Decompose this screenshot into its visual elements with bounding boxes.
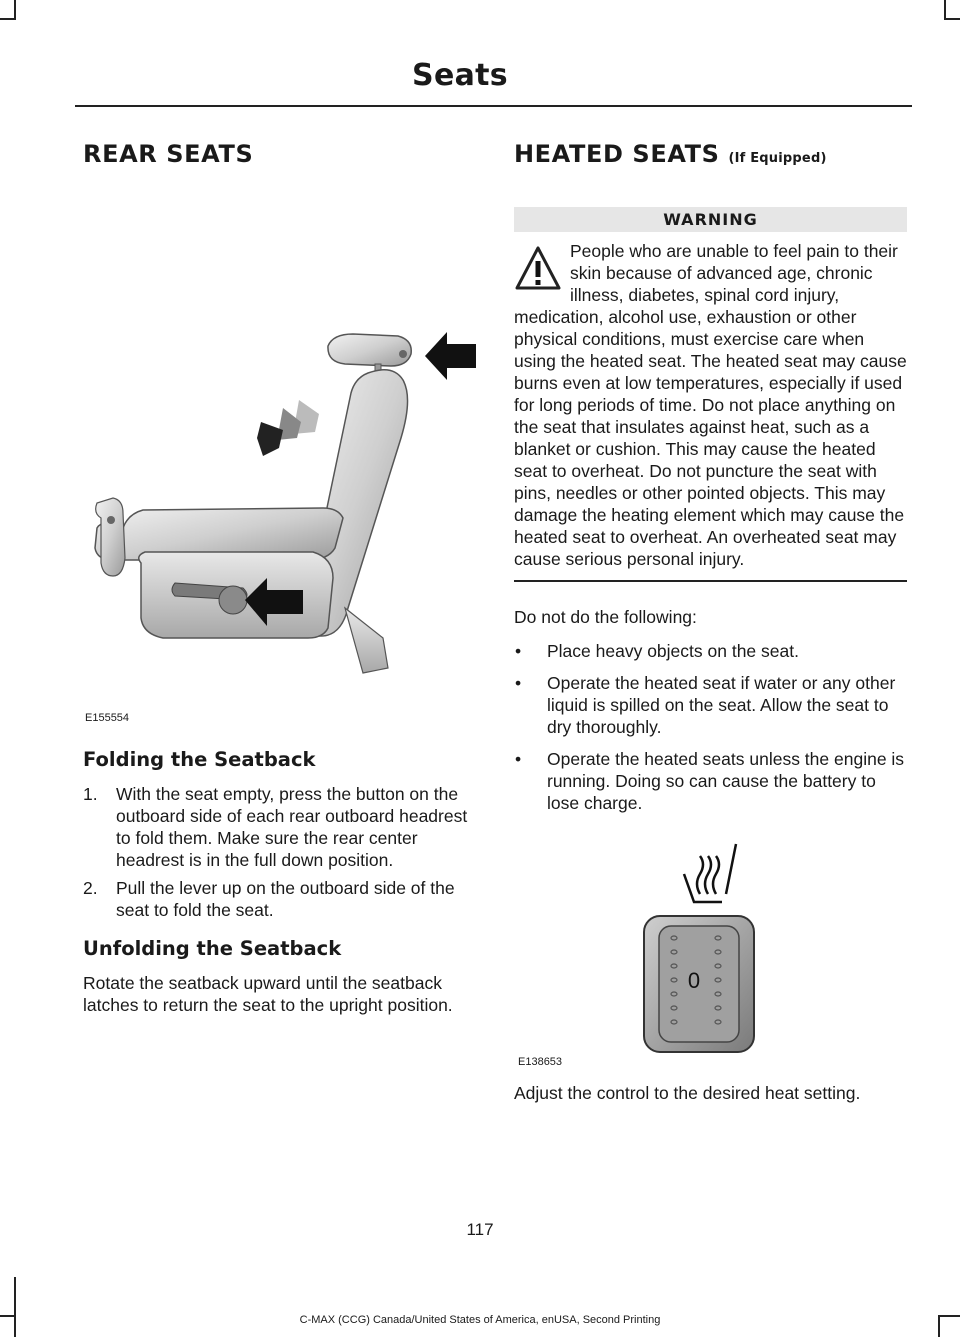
bullet-text: Operate the heated seat if water or any other liquid is spilled on the seat. Allow the seat to dry thoroughly. — [547, 673, 896, 737]
rear-seats-title: REAR SEATS — [83, 140, 254, 168]
bullet-text: Operate the heated seats unless the engine is running. Doing so can cause the battery to lose charge. — [547, 749, 905, 813]
heated-seats-title — [514, 140, 907, 168]
crop-mark — [944, 0, 946, 18]
doc-info: C-MAX (CCG) Canada/United States of America, enUSA, Second Printing — [299, 1314, 661, 1326]
heat-control-illustration — [514, 834, 907, 1064]
bullet: • — [515, 673, 522, 693]
step-text: With the seat empty, press the button on the outboard side of each rear outboard headrest to fold them. Make sure the rear center headrest is in the full down position. — [116, 784, 468, 870]
folding-steps — [83, 783, 476, 921]
bullet: • — [515, 749, 522, 769]
unfolding-text: Rotate the seatback upward until the seatback latches to return the seat to the upright position. — [83, 973, 453, 1015]
step-number: 1. — [83, 784, 98, 804]
left-column — [83, 140, 476, 1016]
warning-box — [514, 240, 907, 582]
crop-mark — [14, 1277, 16, 1337]
right-column — [514, 140, 907, 1104]
warning-triangle-icon — [514, 244, 562, 294]
heated-seats-title-text: HEATED SEATS — [514, 140, 720, 168]
heated-seat-icon — [684, 844, 736, 902]
heat-control-figure — [514, 834, 907, 1068]
intro-text: Do not do the following: — [514, 607, 697, 627]
do-not-list — [514, 640, 907, 814]
fold-motion-arrow — [257, 400, 319, 456]
closing-text: Adjust the control to the desired heat setting. — [514, 1083, 861, 1103]
crop-mark — [944, 18, 960, 20]
crop-mark — [0, 18, 16, 20]
list-item — [83, 877, 476, 921]
list-item — [514, 640, 907, 662]
step-text: Pull the lever up on the outboard side of the seat to fold the seat. — [116, 878, 455, 920]
folding-heading: Folding the Seatback — [83, 748, 316, 771]
page-title: Seats — [412, 58, 508, 93]
warning-text: People who are unable to feel pain to their skin because of advanced age, chronic illness, diabetes, spinal cord injury, medication, alcohol use, exhaustion or other physical conditions, must exercise care when using the heated seat. The heated seat may cause burns even at low temperatures, especially if used for long periods of time. Do not place anything on the seat that insulates against heat, such as a blanket or cushion. This may cause the heated seat to overheat. Do not puncture the seat with pins, needles or other pointed objects. This may damage the heating element which may cause the heated seat to overheat. An overheated seat may cause serious personal injury. — [514, 241, 907, 569]
figure-code: E155554 — [85, 712, 130, 724]
heat-control-dial[interactable] — [644, 916, 754, 1052]
bullet: • — [515, 641, 522, 661]
header-rule — [75, 105, 912, 107]
list-item — [514, 748, 907, 814]
dial-value: 0 — [687, 968, 701, 993]
warning-label: WARNING — [514, 207, 907, 232]
step-number: 2. — [83, 878, 98, 898]
figure-code: E138653 — [518, 1056, 563, 1068]
if-equipped-label: (If Equipped) — [728, 151, 827, 166]
bullet-text: Place heavy objects on the seat. — [547, 641, 799, 661]
rear-seat-figure — [83, 168, 476, 728]
rear-seat-illustration — [83, 168, 476, 728]
unfolding-heading: Unfolding the Seatback — [83, 937, 342, 960]
headrest-button-arrow — [425, 332, 476, 380]
list-item — [83, 783, 476, 871]
list-item — [514, 672, 907, 738]
crop-mark — [14, 0, 16, 18]
page-number: 117 — [466, 1220, 494, 1239]
